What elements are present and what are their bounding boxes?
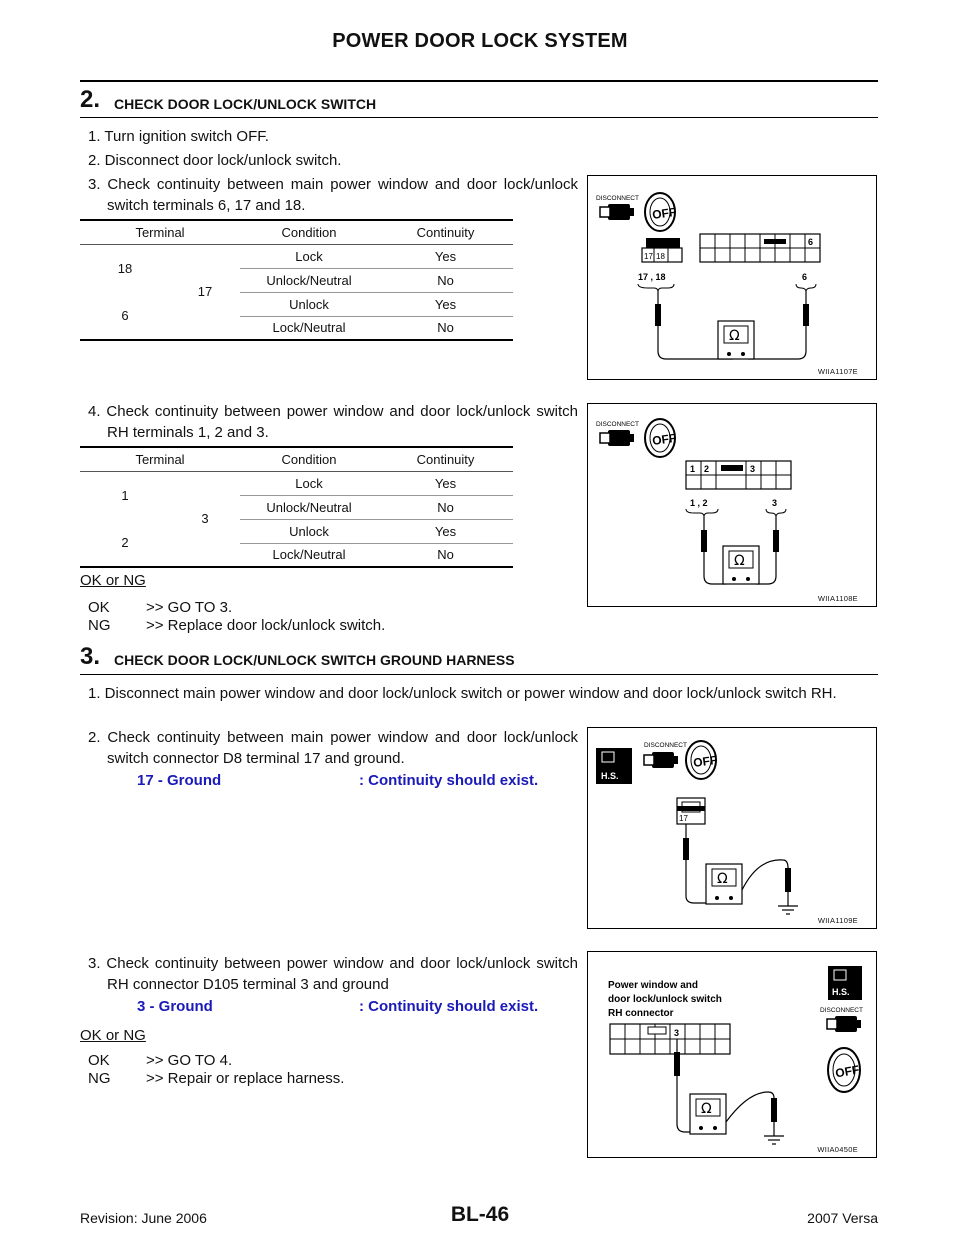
figure-wiia1109e: [587, 727, 877, 929]
step-3-number: 3.: [80, 643, 101, 670]
continuity-table-2: [80, 446, 513, 568]
wiring-diagram-4: [588, 952, 878, 1159]
svg-text:H.S.: H.S.: [601, 771, 619, 781]
connector-plug: [677, 798, 705, 824]
spec-3-ground-value: : Continuity should exist.: [359, 998, 539, 1015]
svg-text:H.S.: H.S.: [832, 987, 850, 997]
step-3-ng-action: >> Repair or replace harness.: [146, 1070, 345, 1087]
step-2-number: 2.: [80, 86, 101, 113]
table-2-header-terminal: Terminal: [135, 451, 185, 467]
figure-wiia1108e: [587, 403, 877, 607]
table-row: Lock/Neutral: [240, 316, 378, 340]
table-2-terminal-1: 1: [121, 487, 129, 503]
step-2-item-1: 1. Turn ignition switch OFF.: [88, 128, 269, 145]
table-cell: Yes: [378, 244, 513, 268]
svg-text:OFF: OFF: [692, 752, 719, 771]
table-1-header-terminal: Terminal: [135, 224, 185, 240]
ground-symbol: [778, 906, 798, 914]
probe-label-left: 17 , 18: [638, 272, 666, 282]
caption-line-3: RH connector: [608, 1008, 674, 1019]
table-1-terminal-18: 18: [117, 260, 133, 276]
svg-text:Ω: Ω: [717, 871, 728, 887]
wiring-diagram-2: [588, 404, 878, 608]
table-cell: No: [378, 268, 513, 292]
figure-id: WIIA1107E: [817, 367, 858, 376]
step-2-ok-status: OK: [88, 599, 110, 616]
figure-id: WIIA1108E: [817, 594, 858, 603]
svg-text:3: 3: [674, 1028, 680, 1038]
page-title: POWER DOOR LOCK SYSTEM: [332, 30, 628, 52]
connector-female: [686, 461, 791, 489]
svg-text:3: 3: [750, 464, 756, 474]
step-3-ok-ng-label: OK or NG: [80, 1027, 146, 1044]
spec-17-ground-label: 17 - Ground: [137, 772, 222, 789]
svg-text:OFF: OFF: [834, 1062, 861, 1081]
svg-text:6: 6: [808, 237, 814, 247]
disconnect-icon: [596, 195, 639, 220]
step-2-divider: [80, 117, 878, 118]
table-row: Lock: [240, 244, 378, 268]
table-row: Unlock: [240, 519, 378, 543]
step-3-ok-action: >> GO TO 4.: [146, 1052, 233, 1069]
table-1-header-condition: Condition: [281, 224, 337, 240]
figure-wiia1107e: [587, 175, 877, 380]
table-cell: No: [378, 495, 513, 519]
step-2-ok-action: >> GO TO 3.: [146, 599, 233, 616]
caption-line-1: Power window and: [608, 980, 699, 991]
step-2-ng-action: >> Replace door lock/unlock switch.: [146, 617, 386, 634]
table-cell: Yes: [378, 519, 513, 543]
table-row: Lock/Neutral: [240, 543, 378, 567]
probe-label-right: 6: [802, 272, 808, 282]
table-1-terminal-6: 6: [80, 292, 170, 340]
spec-17-ground-value: : Continuity should exist.: [359, 772, 539, 789]
table-cell: No: [378, 316, 513, 340]
table-2-terminal-2: 2: [80, 519, 170, 567]
probe-label-left: 1 , 2: [690, 498, 708, 508]
ohmmeter-icon: [718, 321, 754, 359]
wiring-diagram-3: [588, 728, 878, 930]
step-3-heading: CHECK DOOR LOCK/UNLOCK SWITCH GROUND HARNESS: [114, 652, 515, 668]
table-row: Unlock/Neutral: [240, 268, 378, 292]
step-3-divider: [80, 674, 878, 675]
footer-model: 2007 Versa: [807, 1210, 878, 1226]
ignition-off-icon: [645, 419, 677, 457]
step-3-item-3: 3. Check continuity between power window and door lock/unlock switch RH connector D105 terminal 3 and ground: [88, 955, 578, 993]
connector-female: [700, 234, 820, 262]
wiring-diagram-1: [588, 176, 878, 381]
step-3-ng-status: NG: [88, 1070, 111, 1087]
svg-text:DISCONNECT: DISCONNECT: [644, 742, 687, 749]
table-2-terminal-common: 3: [170, 471, 240, 567]
ignition-off-icon: [645, 193, 677, 231]
connector-female: [610, 1024, 730, 1054]
ignition-off-icon: [686, 741, 718, 779]
ignition-off-icon: [828, 1048, 860, 1092]
footer-page-code: BL-46: [450, 1203, 510, 1226]
disconnect-icon: [644, 742, 687, 768]
step-3-ok-status: OK: [88, 1052, 110, 1069]
table-2-header-continuity: Continuity: [416, 451, 475, 467]
table-row: Unlock: [240, 292, 378, 316]
harness-side-icon: [828, 966, 862, 1000]
svg-text:DISCONNECT: DISCONNECT: [596, 421, 639, 428]
svg-text:DISCONNECT: DISCONNECT: [596, 195, 639, 202]
svg-text:18: 18: [656, 252, 665, 261]
figure-wiia0450e: [587, 951, 877, 1158]
svg-text:DISCONNECT: DISCONNECT: [820, 1007, 863, 1014]
step-2-ng-status: NG: [88, 617, 111, 634]
figure-id: WIIA1109E: [817, 916, 858, 925]
svg-text:OFF: OFF: [651, 430, 678, 449]
step-2-item-3: 3. Check continuity between main power window and door lock/unlock switch terminals 6, 17 and 18.: [88, 176, 578, 214]
harness-side-icon: [596, 748, 632, 784]
footer-revision: Revision: June 2006: [80, 1210, 207, 1226]
step-2-item-2: 2. Disconnect door lock/unlock switch.: [88, 152, 342, 169]
step-2-ok-ng-label: OK or NG: [80, 572, 146, 589]
table-1-header-continuity: Continuity: [416, 224, 475, 240]
step-3-item-2: 2. Check continuity between main power window and door lock/unlock switch connector D8 terminal 17 and ground.: [88, 729, 578, 767]
svg-text:Ω: Ω: [729, 328, 740, 344]
table-2-header-condition: Condition: [281, 451, 337, 467]
step-3-item-1: 1. Disconnect main power window and door lock/unlock switch or power window and door lock/unlock switch RH.: [88, 685, 837, 702]
disconnect-icon: [820, 1007, 863, 1032]
step-2-heading: CHECK DOOR LOCK/UNLOCK SWITCH: [114, 96, 377, 112]
svg-text:2: 2: [704, 464, 710, 474]
ohmmeter-icon: [706, 864, 742, 904]
table-row: Lock: [240, 471, 378, 495]
table-row: Unlock/Neutral: [240, 495, 378, 519]
table-1-terminal-common: 17: [170, 244, 240, 340]
svg-text:17: 17: [679, 814, 688, 823]
figure-id: WIIA0450E: [817, 1145, 858, 1154]
ohmmeter-icon: [723, 546, 759, 584]
disconnect-icon: [596, 421, 639, 446]
svg-text:17: 17: [644, 252, 653, 261]
probe-label-right: 3: [772, 498, 778, 508]
ground-symbol: [764, 1136, 784, 1144]
spec-3-ground-label: 3 - Ground: [137, 998, 213, 1015]
svg-text:1: 1: [690, 464, 696, 474]
connector-male: [642, 238, 682, 262]
svg-text:Ω: Ω: [734, 553, 745, 569]
header-divider: [80, 80, 878, 82]
caption-line-2: door lock/unlock switch: [608, 994, 722, 1005]
table-cell: No: [378, 543, 513, 567]
svg-text:Ω: Ω: [701, 1101, 712, 1117]
table-cell: Yes: [378, 471, 513, 495]
ohmmeter-icon: [690, 1094, 726, 1134]
table-cell: Yes: [378, 292, 513, 316]
svg-text:OFF: OFF: [651, 204, 678, 223]
step-2-item-4: 4. Check continuity between power window and door lock/unlock switch RH terminals 1, 2 and 3.: [88, 403, 578, 441]
continuity-table-1: [80, 219, 513, 341]
